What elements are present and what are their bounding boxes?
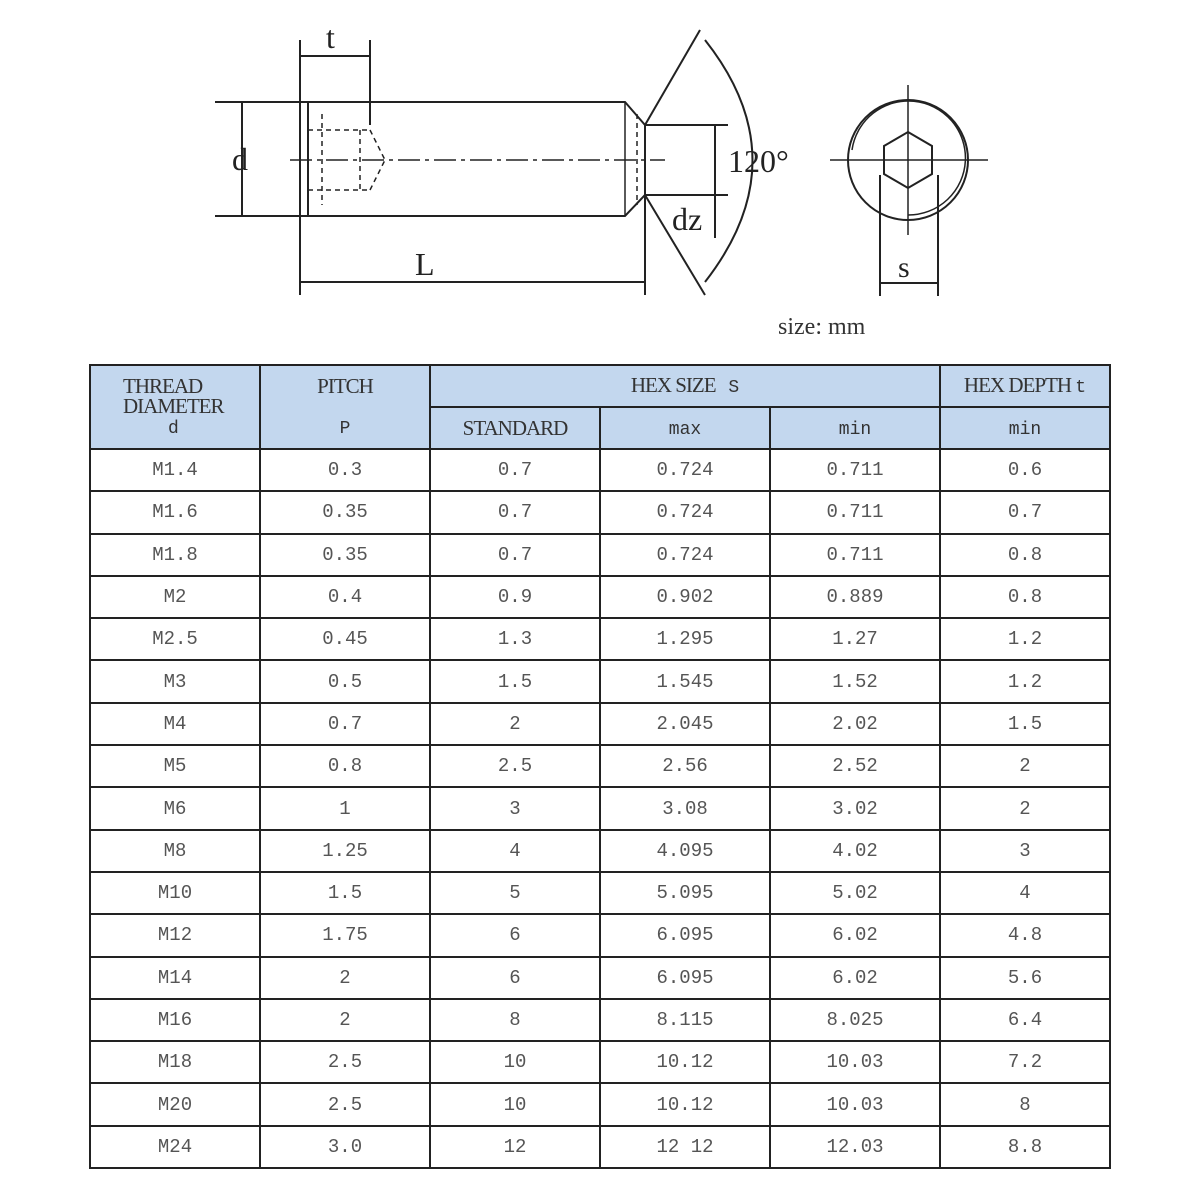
cell-hex-depth-min: 0.8	[940, 534, 1110, 576]
cell-hex-min: 10.03	[770, 1041, 940, 1083]
cell-pitch: 3.0	[260, 1126, 430, 1168]
cell-hex-max: 1.545	[600, 660, 770, 702]
cell-hex-max: 2.56	[600, 745, 770, 787]
cell-thread-diameter: M3	[90, 660, 260, 702]
table-row	[90, 491, 1110, 533]
cell-hex-standard: 2.5	[430, 745, 600, 787]
cell-hex-standard: 10	[430, 1083, 600, 1125]
cell-hex-max: 10.12	[600, 1083, 770, 1125]
cell-pitch: 0.3	[260, 449, 430, 491]
cell-hex-min: 2.52	[770, 745, 940, 787]
cell-thread-diameter: M5	[90, 745, 260, 787]
cell-hex-depth-min: 3	[940, 830, 1110, 872]
set-screw-drawing	[0, 0, 1200, 360]
label-angle: 120°	[728, 143, 789, 179]
header-symbol: d	[168, 418, 179, 439]
cell-hex-min: 1.52	[770, 660, 940, 702]
cell-hex-depth-min: 0.7	[940, 491, 1110, 533]
cell-pitch: 1.75	[260, 914, 430, 956]
cell-hex-min: 6.02	[770, 957, 940, 999]
cell-thread-diameter: M4	[90, 703, 260, 745]
cell-pitch: 1	[260, 787, 430, 829]
header-symbol: t	[1075, 377, 1087, 398]
cell-thread-diameter: M24	[90, 1126, 260, 1168]
table-row	[90, 534, 1110, 576]
header-text: HEX SIZE	[630, 372, 716, 397]
label-t: t	[326, 19, 335, 55]
label-s: s	[898, 251, 910, 284]
cell-hex-max: 8.115	[600, 999, 770, 1041]
table-row	[90, 1041, 1110, 1083]
header-text: min	[1008, 419, 1042, 440]
cell-hex-min: 0.711	[770, 449, 940, 491]
cell-hex-depth-min: 1.2	[940, 618, 1110, 660]
cell-hex-max: 1.295	[600, 618, 770, 660]
cell-pitch: 0.35	[260, 491, 430, 533]
table-row	[90, 1083, 1110, 1125]
table-row	[90, 449, 1110, 491]
header-min	[770, 407, 940, 449]
header-depth-min	[940, 407, 1110, 449]
cell-thread-diameter: M10	[90, 872, 260, 914]
cell-hex-min: 1.27	[770, 618, 940, 660]
cell-hex-depth-min: 5.6	[940, 957, 1110, 999]
header-standard: STANDARD	[430, 407, 600, 449]
cell-hex-depth-min: 4.8	[940, 914, 1110, 956]
cell-thread-diameter: M1.6	[90, 491, 260, 533]
header-hex-size	[430, 365, 940, 407]
cell-hex-depth-min: 1.2	[940, 660, 1110, 702]
cell-hex-standard: 4	[430, 830, 600, 872]
table-row	[90, 745, 1110, 787]
cell-hex-depth-min: 8	[940, 1083, 1110, 1125]
cell-hex-max: 0.902	[600, 576, 770, 618]
cell-pitch: 2	[260, 957, 430, 999]
header-text: min	[838, 419, 872, 440]
cell-hex-depth-min: 0.6	[940, 449, 1110, 491]
label-d: d	[232, 141, 248, 177]
cell-hex-depth-min: 0.8	[940, 576, 1110, 618]
cell-hex-standard: 3	[430, 787, 600, 829]
cell-hex-standard: 1.3	[430, 618, 600, 660]
cell-thread-diameter: M1.4	[90, 449, 260, 491]
cell-pitch: 2.5	[260, 1083, 430, 1125]
cell-hex-min: 10.03	[770, 1083, 940, 1125]
header-text: DIAMETER	[123, 393, 224, 418]
table-row	[90, 660, 1110, 702]
cell-hex-max: 6.095	[600, 957, 770, 999]
cell-hex-standard: 5	[430, 872, 600, 914]
cell-hex-max: 5.095	[600, 872, 770, 914]
cell-thread-diameter: M18	[90, 1041, 260, 1083]
cell-hex-standard: 0.7	[430, 491, 600, 533]
table-row	[90, 999, 1110, 1041]
cell-pitch: 0.5	[260, 660, 430, 702]
cell-pitch: 1.5	[260, 872, 430, 914]
header-text: PITCH	[317, 373, 373, 398]
label-L: L	[415, 246, 435, 282]
cell-thread-diameter: M16	[90, 999, 260, 1041]
header-pitch	[260, 365, 430, 449]
cell-hex-standard: 0.7	[430, 534, 600, 576]
cell-thread-diameter: M6	[90, 787, 260, 829]
cell-hex-standard: 6	[430, 914, 600, 956]
cell-thread-diameter: M20	[90, 1083, 260, 1125]
cell-hex-max: 0.724	[600, 491, 770, 533]
table-row	[90, 787, 1110, 829]
cell-hex-standard: 0.9	[430, 576, 600, 618]
cell-hex-standard: 12	[430, 1126, 600, 1168]
cell-hex-max: 10.12	[600, 1041, 770, 1083]
cell-hex-max: 2.045	[600, 703, 770, 745]
table-row	[90, 1126, 1110, 1168]
cell-hex-standard: 2	[430, 703, 600, 745]
table-row	[90, 830, 1110, 872]
header-symbol: S	[728, 377, 740, 398]
size-unit-note: size: mm	[778, 314, 866, 340]
cell-hex-standard: 8	[430, 999, 600, 1041]
cell-hex-standard: 0.7	[430, 449, 600, 491]
cell-thread-diameter: M14	[90, 957, 260, 999]
cell-pitch: 0.35	[260, 534, 430, 576]
header-text: max	[668, 419, 702, 440]
cell-hex-max: 4.095	[600, 830, 770, 872]
cell-hex-min: 3.02	[770, 787, 940, 829]
table-row	[90, 618, 1110, 660]
table-row	[90, 872, 1110, 914]
cell-hex-max: 0.724	[600, 534, 770, 576]
header-max	[600, 407, 770, 449]
header-thread-diameter	[90, 365, 260, 449]
cell-hex-min: 0.711	[770, 534, 940, 576]
table-row	[90, 914, 1110, 956]
cell-hex-depth-min: 2	[940, 787, 1110, 829]
cell-hex-max: 3.08	[600, 787, 770, 829]
table-row	[90, 576, 1110, 618]
cell-hex-min: 4.02	[770, 830, 940, 872]
screw-body	[300, 102, 645, 216]
cell-pitch: 0.8	[260, 745, 430, 787]
header-text: THREAD	[123, 373, 203, 398]
cell-thread-diameter: M1.8	[90, 534, 260, 576]
cell-thread-diameter: M8	[90, 830, 260, 872]
cell-hex-min: 8.025	[770, 999, 940, 1041]
cell-hex-max: 12 12	[600, 1126, 770, 1168]
cell-hex-depth-min: 1.5	[940, 703, 1110, 745]
cell-hex-min: 12.03	[770, 1126, 940, 1168]
cell-thread-diameter: M12	[90, 914, 260, 956]
cell-thread-diameter: M2	[90, 576, 260, 618]
cell-pitch: 0.45	[260, 618, 430, 660]
header-text: HEX DEPTH	[963, 372, 1071, 397]
cell-pitch: 2.5	[260, 1041, 430, 1083]
cell-hex-min: 5.02	[770, 872, 940, 914]
set-screw-spec-table	[89, 364, 1111, 1169]
cell-hex-depth-min: 7.2	[940, 1041, 1110, 1083]
cell-hex-standard: 10	[430, 1041, 600, 1083]
cell-hex-depth-min: 4	[940, 872, 1110, 914]
cell-hex-min: 0.711	[770, 491, 940, 533]
cell-pitch: 2	[260, 999, 430, 1041]
cell-hex-min: 6.02	[770, 914, 940, 956]
label-dz: dz	[672, 201, 703, 237]
cell-hex-min: 2.02	[770, 703, 940, 745]
cell-pitch: 0.4	[260, 576, 430, 618]
cell-hex-depth-min: 8.8	[940, 1126, 1110, 1168]
table-row	[90, 957, 1110, 999]
header-hex-depth	[940, 365, 1110, 407]
cell-hex-depth-min: 6.4	[940, 999, 1110, 1041]
cell-pitch: 1.25	[260, 830, 430, 872]
cell-hex-standard: 1.5	[430, 660, 600, 702]
cell-pitch: 0.7	[260, 703, 430, 745]
cell-hex-min: 0.889	[770, 576, 940, 618]
cell-hex-depth-min: 2	[940, 745, 1110, 787]
table-row	[90, 703, 1110, 745]
cell-hex-max: 6.095	[600, 914, 770, 956]
cell-hex-standard: 6	[430, 957, 600, 999]
header-symbol: P	[339, 418, 351, 439]
cell-thread-diameter: M2.5	[90, 618, 260, 660]
cell-hex-max: 0.724	[600, 449, 770, 491]
